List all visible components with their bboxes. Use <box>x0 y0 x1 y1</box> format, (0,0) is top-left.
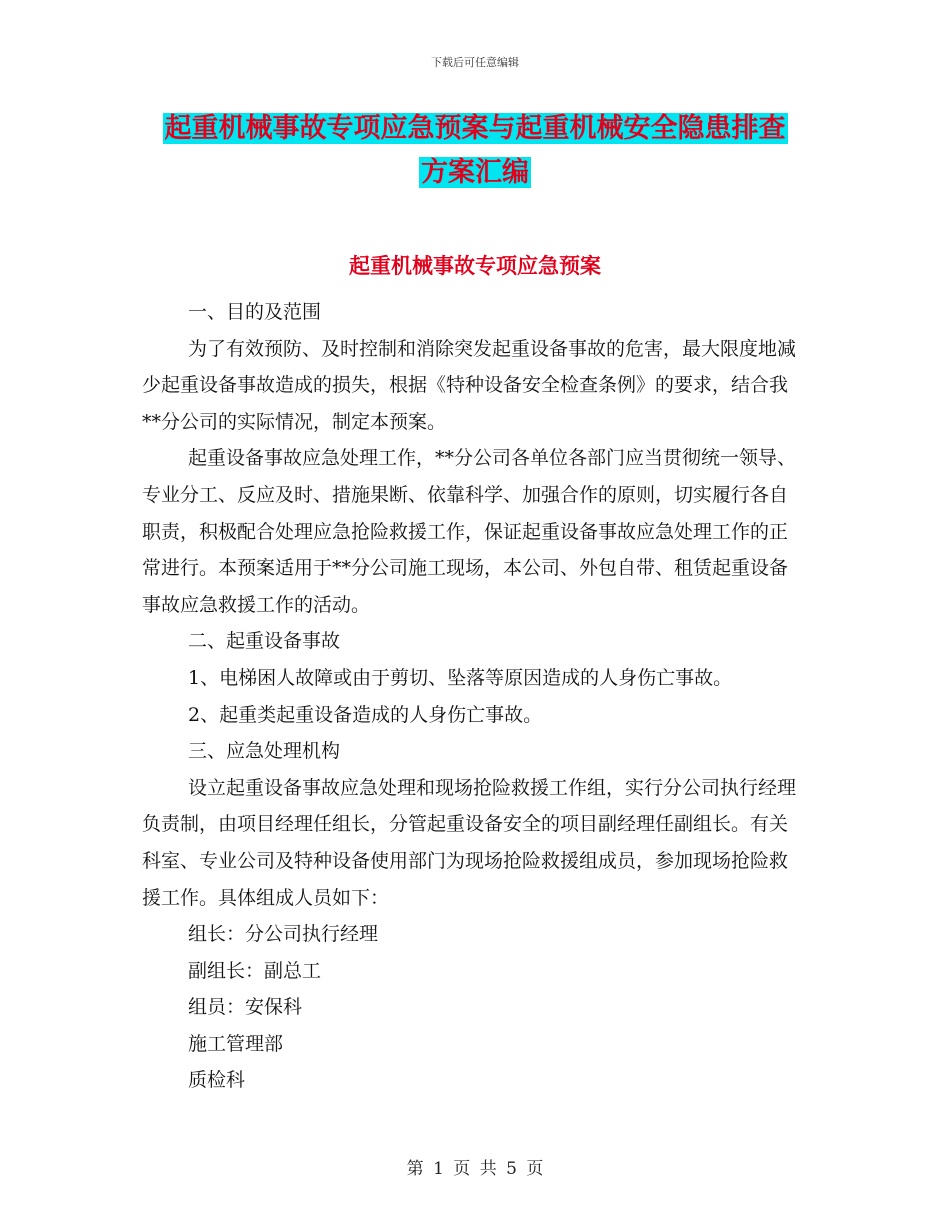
document-title-line-2 <box>140 154 810 192</box>
paragraph-organization: 设立起重设备事故应急处理和现场抢险救援工作组，实行分公司执行经理负责制，由项目经理任组长，分管起重设备安全的项目副经理任副组长。有关科室、专业公司及特种设备使用部门为现场抢险救援组成员，参加现场抢险救援工作。具体组成人员如下： <box>142 776 797 909</box>
document-title-line-1 <box>140 110 810 148</box>
title-highlight: 起重机械事故专项应急预案与起重机械安全隐患排查 <box>164 113 786 144</box>
section-title: 起重机械事故专项应急预案 <box>349 254 601 278</box>
paragraph-purpose: 为了有效预防、及时控制和消除突发起重设备事故的危害，最大限度地减少起重设备事故造成的损失，根据《特种设备安全检查条例》的要求，结合我**分公司的实际情况，制定本预案。 <box>142 337 797 433</box>
member-department: 施工管理部 <box>188 1032 284 1055</box>
heading-purpose-scope: 一、目的及范围 <box>188 301 322 323</box>
deputy-leader-line: 副组长：副总工 <box>188 959 322 982</box>
member-department: 质检科 <box>188 1069 246 1092</box>
paragraph-principles: 起重设备事故应急处理工作，**分公司各单位各部门应当贯彻统一领导、专业分工、反应及时、措施果断、依靠科学、加强合作的原则，切实履行各自职责，积极配合处理应急抢险救援工作，保证起重设备事故应急处理工作的正常进行。本预案适用于**分公司施工现场，本公司、外包自带、租赁起重设备事故应急救援工作的活动。 <box>142 447 797 616</box>
document-body <box>142 294 804 1099</box>
list-item-crane: 2、起重类起重设备造成的人身伤亡事故。 <box>188 703 543 726</box>
header-note: 下载后可任意编辑 <box>431 56 519 69</box>
members-line: 组员：安保科 <box>188 996 303 1019</box>
title-highlight: 方案汇编 <box>421 157 529 188</box>
page-number-footer: 第 1 页 共 5 页 <box>406 1159 544 1179</box>
list-item-elevator: 1、电梯困人故障或由于剪切、坠落等原因造成的人身伤亡事故。 <box>188 666 733 689</box>
heading-organization: 三、应急处理机构 <box>188 740 341 763</box>
leader-line: 组长：分公司执行经理 <box>188 923 379 946</box>
heading-accidents: 二、起重设备事故 <box>188 630 341 653</box>
